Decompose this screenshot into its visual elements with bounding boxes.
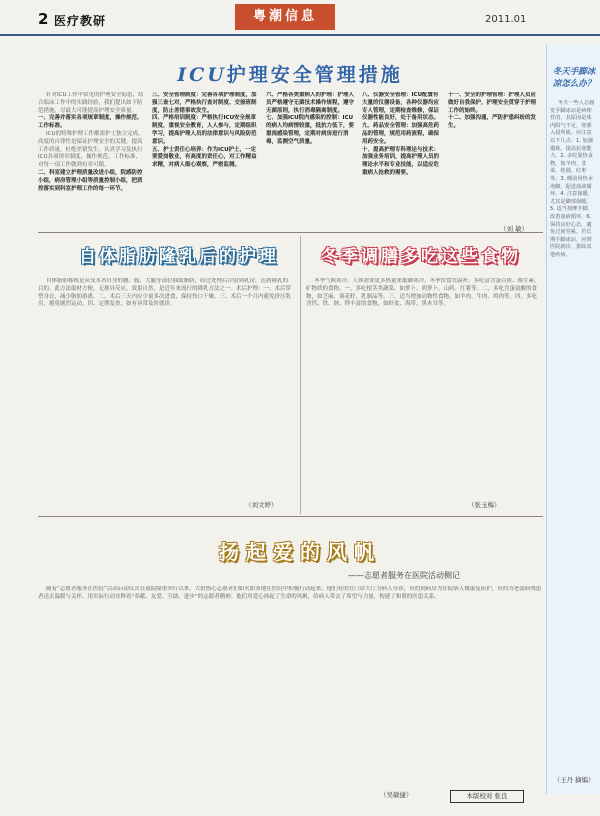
page-number: 2 bbox=[38, 10, 49, 28]
article2-body-column bbox=[38, 278, 293, 498]
divider-top bbox=[38, 232, 543, 233]
article1-sec3: 三、安全管理制度：完善各项护理制度，加强三查七对，严格执行查对制度、交接班制度，防止差错事故发生。 bbox=[152, 92, 257, 114]
page-header bbox=[0, 0, 600, 36]
article3-body: 冬季气候寒冷，人体需要更多热量来抵御寒冷。冬季饮食宜温补，多吃富含蛋白质、维生素、矿物质的食物。一、多吃根茎类蔬菜，如萝卜、胡萝卜、山药、红薯等。二、多吃含蛋氨酸的食物，如芝麻、葵花籽、乳制品等。三、适当增加动物性食物，如羊肉、牛肉、鸡肉等。四、多吃含钙、铁、钠、钾丰富的食物，如虾皮、海带、黑木耳等。 bbox=[306, 278, 540, 308]
article3-body-column bbox=[306, 278, 542, 498]
proofreader-box: 本版校对 张良 bbox=[450, 790, 524, 803]
article4-title: 扬起爱的风帆 bbox=[219, 540, 381, 564]
article4-subtitle: ——志愿者服务在医院活动侧记 bbox=[348, 571, 460, 580]
article1-sec9: 九、药品安全管理：加强高危药品的管理，规范用药流程，确保用药安全。 bbox=[362, 123, 440, 145]
article4-body-column bbox=[38, 586, 543, 786]
article1-signature: （刘 敏） bbox=[500, 225, 529, 233]
article1-title-latin: ICU bbox=[177, 64, 227, 86]
article1-column-1 bbox=[38, 92, 146, 224]
article3-signature: （张玉梅） bbox=[468, 501, 501, 509]
article1-sec6: 六、严格各类重病人的护理：护理人员严格遵守无菌技术操作规程，遵守无菌原则，执行消毒隔离制度。 bbox=[266, 92, 355, 114]
article1-sec1: 一、完善并落实各项规章制度，操作规范、工作标准。 bbox=[38, 115, 143, 130]
article1-column-5 bbox=[448, 92, 540, 222]
divider-middle bbox=[300, 236, 301, 514]
article1-body1: ICU的特殊护理工作都需护士独立完成，高度的自律性是保证护理安全的关键。提高工作质量，杜绝差错发生，认真学习及执行ICU各项规章制度、操作规范、工作标准，对每一项工作做到有章可循。 bbox=[38, 130, 144, 169]
article1-sec12: 十二、加强沟通，严防护患纠纷的发生。 bbox=[448, 115, 537, 130]
divider-bottom bbox=[38, 516, 543, 517]
article1-sec5: 五、护士责任心培养：作为ICU护士，一定要爱岗敬业，有高度的责任心，对工作精益求精，对病人细心观察，严密监测。 bbox=[152, 146, 257, 169]
masthead-logo: 粤潮信息 bbox=[235, 4, 335, 30]
sidebar-title: 冬天手脚冰凉怎么办？ bbox=[552, 67, 596, 89]
article2-signature: （刘文婷） bbox=[245, 501, 278, 509]
sidebar-text: 冬天一些人总感觉手脚冰凉是病理性的，其原因是体内阳气不足，寒邪入侵所致。应注意以下几点：1. 加强锻炼，提高抗寒能力。2. 多吃温热食物，如羊肉、韭菜、桂圆、红枣等。3. 睡前用热水泡脚，促进血液循环。4. 注意保暖，尤其是脚部保暖。5. 适当按摩手脚，改善血液循环。6. 保持良好心态，避免过度劳累。若长期手脚冰凉，应到医院就诊，排除其他疾病。 bbox=[550, 100, 595, 258]
article1-intro: 针对ICU工作中常见的护理安全隐患，结合临床工作中的实践经验，我们提出如下防范措施，尽最大可能提高护理安全质量。 bbox=[38, 92, 144, 114]
article1-column-4 bbox=[362, 92, 442, 224]
article3-title: 冬季调膳多吃这些食物 bbox=[321, 247, 521, 267]
article1-sec7: 七、加强ICU院内感染的控制：ICU的病人均病情较重，抵抗力低下，要重视感染管理，定期对病房进行消毒，监测空气质量。 bbox=[266, 115, 355, 145]
article1-sec10: 十、提高护理专科理论与技术：加强业务培训，提高护理人员的理论水平和专业技能，以适应危重病人抢救的需要。 bbox=[362, 146, 440, 176]
article1-sec4: 四、严格培训制度：严格执行ICU安全规章制度，重视安全教育，人人参与，定期组织学习，提高护理人员的法律意识与风险防范意识。 bbox=[152, 115, 257, 145]
article2-body: 自体脂肪移植是从受术者自身的腰、腹、大腿等部位抽取脂肪，经过处理后注射到乳房，达到隆乳的目的。此方法取材方便，无排异反应，效果自然，是近年来流行的隆乳方法之一。术后护理：一、术后穿塑身衣，减少脂肪游离。二、术后三天内应少量多次进食，保持伤口干燥。三、术后一个月内避免挤压乳房，避免剧烈运动。四、定期复查，如有异常及时就诊。 bbox=[38, 278, 292, 308]
article4-signature: （吴敏捷） bbox=[380, 791, 413, 799]
article1-column-2 bbox=[152, 92, 260, 224]
article4-body: 随着“志愿者服务在医院”活动启动仪式在我院隆重举行以来，大批热心志愿者们如火如荼地在医院中积极行动起来。他们有的在门诊大厅为病人导诊，有的到病房为住院病人做康复陪护，有的为老弱病残患者送去温暖与关怀，用实际行动诠释着“奉献、友爱、互助、进步”的志愿者精神。他们用爱心扬起了生命的风帆，给病人带去了希望与力量，构建了和谐的医患关系。 bbox=[38, 586, 542, 600]
article1-title-rest: 护理安全管理措施 bbox=[226, 64, 403, 86]
article1-column-3 bbox=[266, 92, 356, 224]
article1-sec11: 十一、安全的护理管理：护理人员应做好自我保护，护理安全贯穿于护理工作的始终。 bbox=[448, 92, 537, 114]
issue-date: 2011.01 bbox=[485, 14, 527, 25]
sidebar-signature: （王丹 摘编） bbox=[553, 776, 595, 784]
sidebar-body bbox=[550, 100, 596, 750]
article1-title bbox=[80, 60, 500, 87]
article1-sec8: 八、仪器安全管理：ICU配置有大量的仪器设备，各种仪器均应专人管理，定期检查维修，保证仪器性能良好，处于备用状态。 bbox=[362, 92, 440, 122]
section-title: 医疗教研 bbox=[54, 14, 107, 28]
article2-title: 自体脂肪隆乳后的护理 bbox=[79, 247, 279, 267]
article1-sec2: 二、科室建立护理质量改进小组，院感防控小组，病房管理小组等质量控制小组，把质控落实到科室护理工作的每一环节。 bbox=[38, 169, 143, 192]
